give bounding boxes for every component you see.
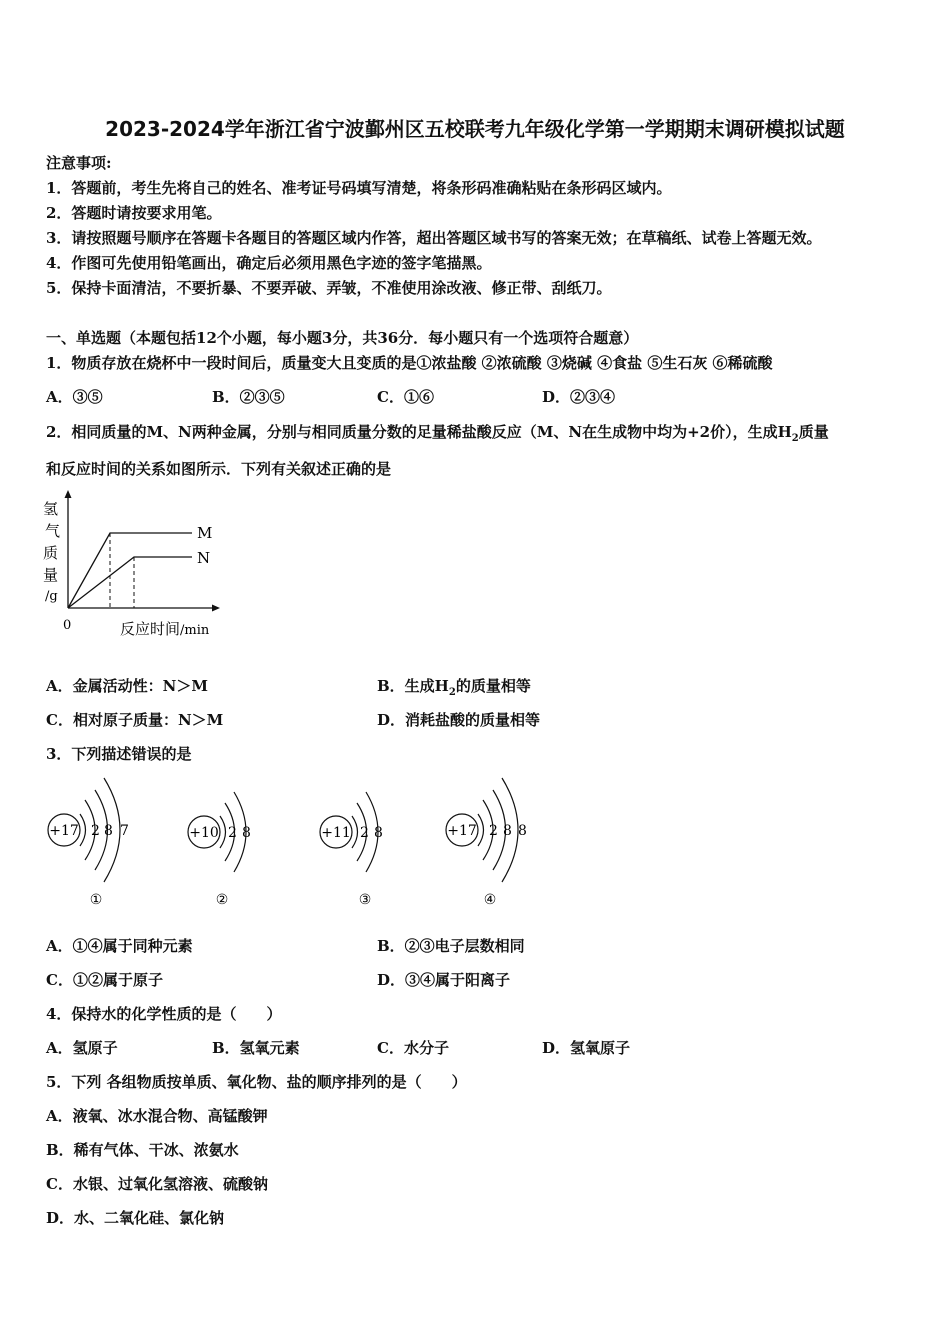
electron-shell-arc	[80, 814, 86, 846]
notice-item: 4．作图可先使用铅笔画出，确定后必须用黑色字迹的签字笔描黑。	[46, 254, 492, 272]
atom-structure-3	[316, 770, 406, 910]
question-1-option-d: D．②③④	[542, 388, 616, 406]
electron-shell-arc	[478, 814, 484, 846]
origin-label: 0	[63, 618, 72, 633]
shell-electrons: 8	[104, 823, 113, 839]
atom-label: ②	[215, 892, 229, 908]
nucleus-charge: +10	[189, 825, 219, 841]
y-axis-label-char: 质	[43, 544, 59, 562]
atom-label: ①	[89, 892, 103, 908]
y-axis-label-char: 氢	[43, 500, 59, 518]
question-1-option-b: B．②③⑤	[212, 388, 285, 406]
notice-item: 2．答题时请按要求用笔。	[46, 204, 222, 222]
x-axis-label-text: 反应时间	[120, 620, 181, 638]
series-line-n	[68, 557, 192, 608]
question-2-option-a: A．金属活动性：N＞M	[46, 677, 208, 695]
atom-label: ③	[358, 892, 372, 908]
section-heading: 一、单选题（本题包括12个小题，每小题3分，共36分．每小题只有一个选项符合题意）	[46, 329, 639, 347]
question-2-stem-text: 2．相同质量的M、N两种金属，分别与相同质量分数的足量稀盐酸反应（M、N在生成物中均为+2价），生成H	[46, 423, 792, 441]
x-axis-label	[120, 620, 210, 638]
question-3-option-d: D．③④属于阳离子	[377, 971, 511, 989]
notice-item: 3．请按照题号顺序在答题卡各题目的答题区域内作答，超出答题区域书写的答案无效；在草稿纸、试卷上答题无效。	[46, 229, 822, 247]
shell-electrons: 8	[374, 825, 383, 841]
shell-electrons: 2	[228, 825, 237, 841]
question-1-option-c: C．①⑥	[377, 388, 434, 406]
question-3-option-c: C．①②属于原子	[46, 971, 163, 989]
question-3-option-a: A．①④属于同种元素	[46, 937, 193, 955]
question-4-option-d: D．氢氧原子	[542, 1039, 631, 1057]
series-label-n: N	[197, 549, 211, 567]
y-axis-label-char: 量	[43, 566, 59, 584]
question-5-option-a: A．液氧、冰水混合物、高锰酸钾	[46, 1107, 268, 1125]
question-1-option-a: A．③⑤	[46, 388, 103, 406]
x-axis-arrow	[212, 605, 220, 612]
notice-item: 5．保持卡面清洁，不要折暴、不要弄破、弄皱，不准使用涂改液、修正带、刮纸刀。	[46, 279, 612, 297]
nucleus-charge: +11	[321, 825, 351, 841]
shell-electrons: 2	[91, 823, 100, 839]
atom-structure-2	[184, 770, 274, 910]
question-2-option-b	[377, 675, 531, 698]
question-4-option-c: C．水分子	[377, 1039, 449, 1057]
question-3-stem: 3．下列描述错误的是	[46, 745, 192, 763]
atom-structure-1	[44, 770, 144, 910]
shell-electrons: 8	[503, 823, 512, 839]
question-3-option-b: B．②③电子层数相同	[377, 937, 525, 955]
page-title: 2023-2024学年浙江省宁波鄞州区五校联考九年级化学第一学期期末调研模拟试题	[105, 117, 845, 141]
question-4-stem: 4．保持水的化学性质的是（ ）	[46, 1005, 282, 1023]
shell-electrons: 8	[242, 825, 251, 841]
nucleus-charge: +17	[447, 823, 477, 839]
y-axis-arrow	[65, 490, 72, 498]
shell-electrons: 8	[518, 823, 527, 839]
option-text: B．生成H	[377, 677, 449, 695]
question-4-option-a: A．氢原子	[46, 1039, 118, 1057]
shell-electrons: 2	[360, 825, 369, 841]
question-5-option-d: D．水、二氧化硅、氯化钠	[46, 1209, 225, 1227]
question-4-option-b: B．氢氧元素	[212, 1039, 300, 1057]
nucleus-charge: +17	[49, 823, 79, 839]
electron-shell-arc	[352, 816, 358, 848]
notice-item: 1．答题前，考生先将自己的姓名、准考证号码填写清楚，将条形码准确粘贴在条形码区域内。	[46, 179, 672, 197]
electron-shell-arc	[220, 816, 226, 848]
atom-label: ④	[483, 892, 497, 908]
question-5-stem: 5．下列 各组物质按单质、氧化物、盐的顺序排列的是（ ）	[46, 1073, 467, 1091]
question-2-option-d: D．消耗盐酸的质量相等	[377, 711, 541, 729]
shell-electrons: 7	[120, 823, 129, 839]
subscript: 2	[448, 687, 456, 698]
subscript: 2	[791, 433, 799, 444]
question-5-option-b: B．稀有气体、干冰、浓氨水	[46, 1141, 239, 1159]
y-axis-unit: /g	[45, 589, 58, 604]
series-line-m	[68, 533, 192, 608]
hydrogen-mass-graph	[40, 488, 240, 643]
question-2-option-c: C．相对原子质量：N＞M	[46, 711, 224, 729]
notice-heading: 注意事项:	[46, 154, 112, 172]
x-axis-unit: /min	[180, 623, 210, 638]
question-2-stem-text: 质量	[798, 423, 829, 441]
question-5-option-c: C．水银、过氧化氢溶液、硫酸钠	[46, 1175, 268, 1193]
question-2-stem-line2: 和反应时间的关系如图所示．下列有关叙述正确的是	[46, 460, 392, 478]
option-text: 的质量相等	[455, 677, 531, 695]
y-axis-label-char: 气	[45, 522, 61, 540]
question-2-stem	[46, 421, 829, 444]
question-1-stem: 1．物质存放在烧杯中一段时间后，质量变大且变质的是①浓盐酸 ②浓硫酸 ③烧碱 ④食盐 ⑤生石灰 ⑥稀硫酸	[46, 354, 773, 372]
atom-structure-4	[442, 770, 542, 910]
shell-electrons: 2	[489, 823, 498, 839]
series-label-m: M	[197, 524, 213, 542]
